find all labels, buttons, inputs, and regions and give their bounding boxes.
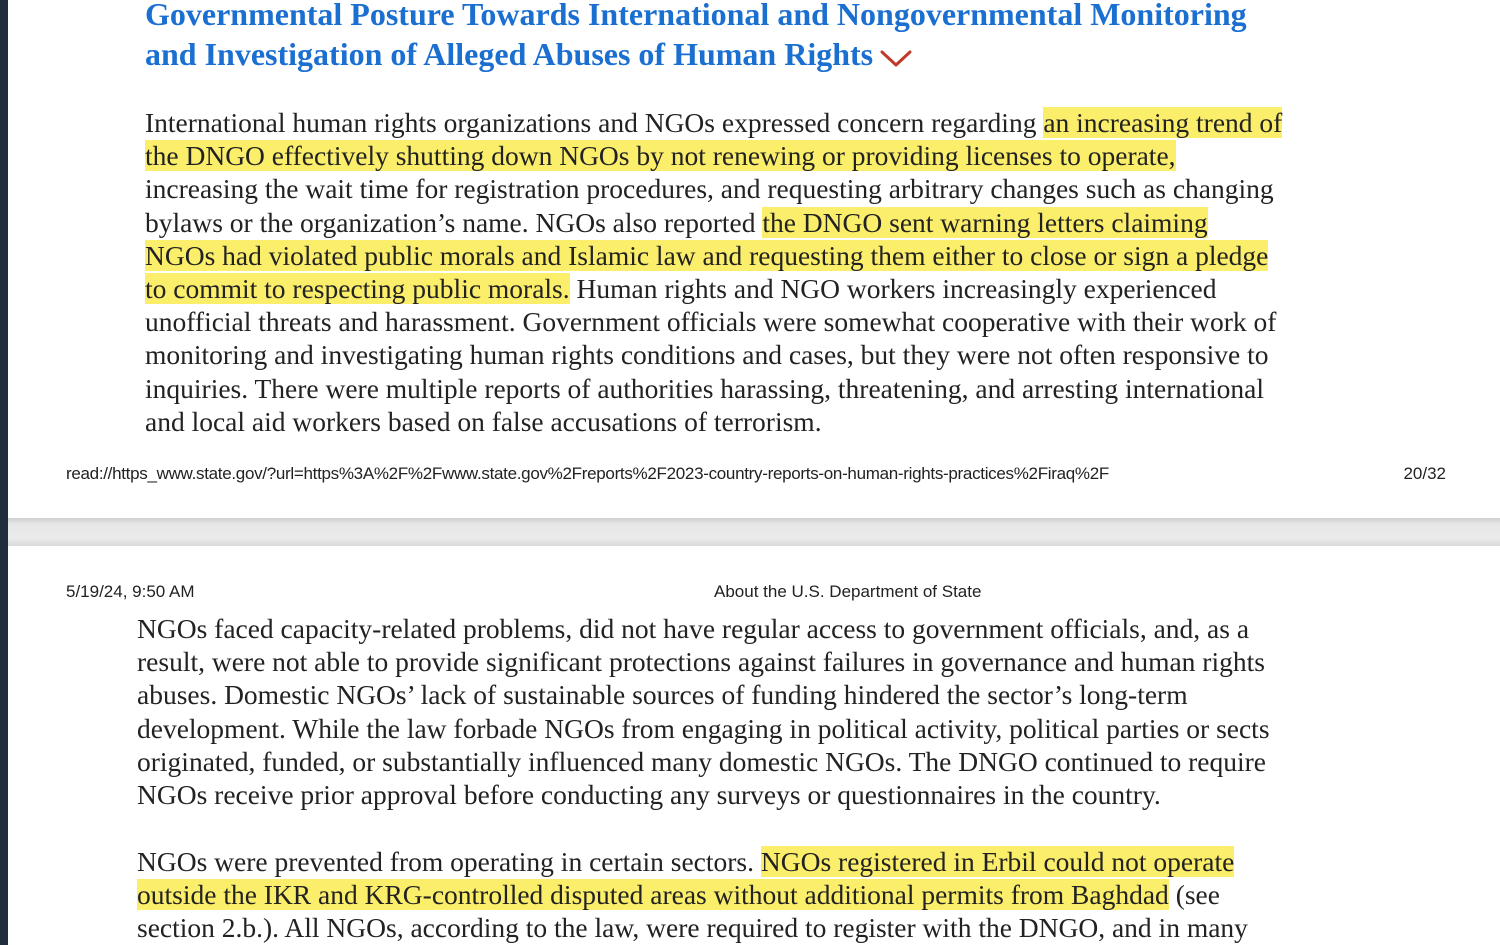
text-line: section 2.b.). All NGOs, according to the law, were required to register with the DNGO, and in many <box>137 912 1248 944</box>
chevron-down-icon[interactable] <box>879 47 913 69</box>
text-line: and local aid workers based on false accusations of terrorism. <box>145 405 822 437</box>
text-line: originated, funded, or substantially influenced many domestic NGOs. The DNGO continued to require <box>137 745 1267 777</box>
text-line: NGOs were prevented from operating in certain sectors. <box>137 846 761 877</box>
text-line: unofficial threats and harassment. Government officials were somewhat cooperative with their work of <box>145 306 1277 338</box>
highlighted-text[interactable]: NGOs registered in Erbil could not operate <box>760 846 1235 877</box>
highlighted-text[interactable]: to commit to respecting public morals. <box>145 273 570 305</box>
text-line: NGOs receive prior approval before conducting any surveys or questionnaires in the country. <box>137 779 1161 811</box>
text-line: (see <box>1168 879 1220 911</box>
text-line: abuses. Domestic NGOs’ lack of sustainable sources of funding hindered the sector’s long-term <box>137 679 1188 711</box>
text-line: Human rights and NGO workers increasingly experienced <box>569 273 1217 305</box>
paragraph-ngo-concerns <box>145 106 1282 438</box>
section-heading <box>145 0 1405 74</box>
page-header-title: About the U.S. Department of State <box>714 582 982 601</box>
page-footer-url: read://https_www.state.gov/?url=https%3A%2F%2Fwww.state.gov%2Freports%2F2023-country-reports-on-human-rights-practices%2Firaq%2F <box>66 464 1109 483</box>
left-window-edge <box>0 0 8 945</box>
text-line: inquiries. There were multiple reports of authorities harassing, threatening, and arresting international <box>145 372 1265 404</box>
text-line: result, were not able to provide significant protections against failures in governance and human rights <box>137 646 1265 678</box>
page-separator <box>8 518 1500 546</box>
text-line: NGOs faced capacity-related problems, did not have regular access to government officials, and, as a <box>137 613 1250 644</box>
highlighted-text[interactable]: the DNGO sent warning letters claiming <box>762 206 1208 238</box>
highlighted-text[interactable]: an increasing trend of <box>1043 107 1283 138</box>
section-heading-line1: Governmental Posture Towards International and Nongovernmental Monitoring <box>145 0 1247 32</box>
highlighted-text[interactable]: NGOs had violated public morals and Islamic law and requesting them either to close or sign a pledge <box>145 239 1269 271</box>
text-line: bylaws or the organization’s name. NGOs also reported <box>145 206 763 238</box>
pdf-page-20 <box>8 0 1500 518</box>
text-line: increasing the wait time for registration procedures, and requesting arbitrary changes such as changing <box>145 173 1274 205</box>
text-line: development. While the law forbade NGOs from engaging in political activity, political parties or sects <box>137 712 1270 744</box>
page-number: 20/32 <box>1403 464 1446 483</box>
paragraph-capacity-problems <box>137 612 1270 811</box>
highlighted-text[interactable]: outside the IKR and KRG-controlled disputed areas without additional permits from Baghdad <box>137 879 1169 911</box>
section-heading-line2: and Investigation of Alleged Abuses of Human Rights <box>145 36 874 72</box>
text-line: International human rights organizations and NGOs expressed concern regarding <box>145 107 1044 138</box>
highlighted-text[interactable]: the DNGO effectively shutting down NGOs by not renewing or providing licenses to operate, <box>145 140 1176 172</box>
text-line: monitoring and investigating human rights conditions and cases, but they were not often responsive to <box>145 339 1269 371</box>
paragraph-sector-restrictions <box>137 845 1248 945</box>
page-header-date: 5/19/24, 9:50 AM <box>66 582 195 601</box>
